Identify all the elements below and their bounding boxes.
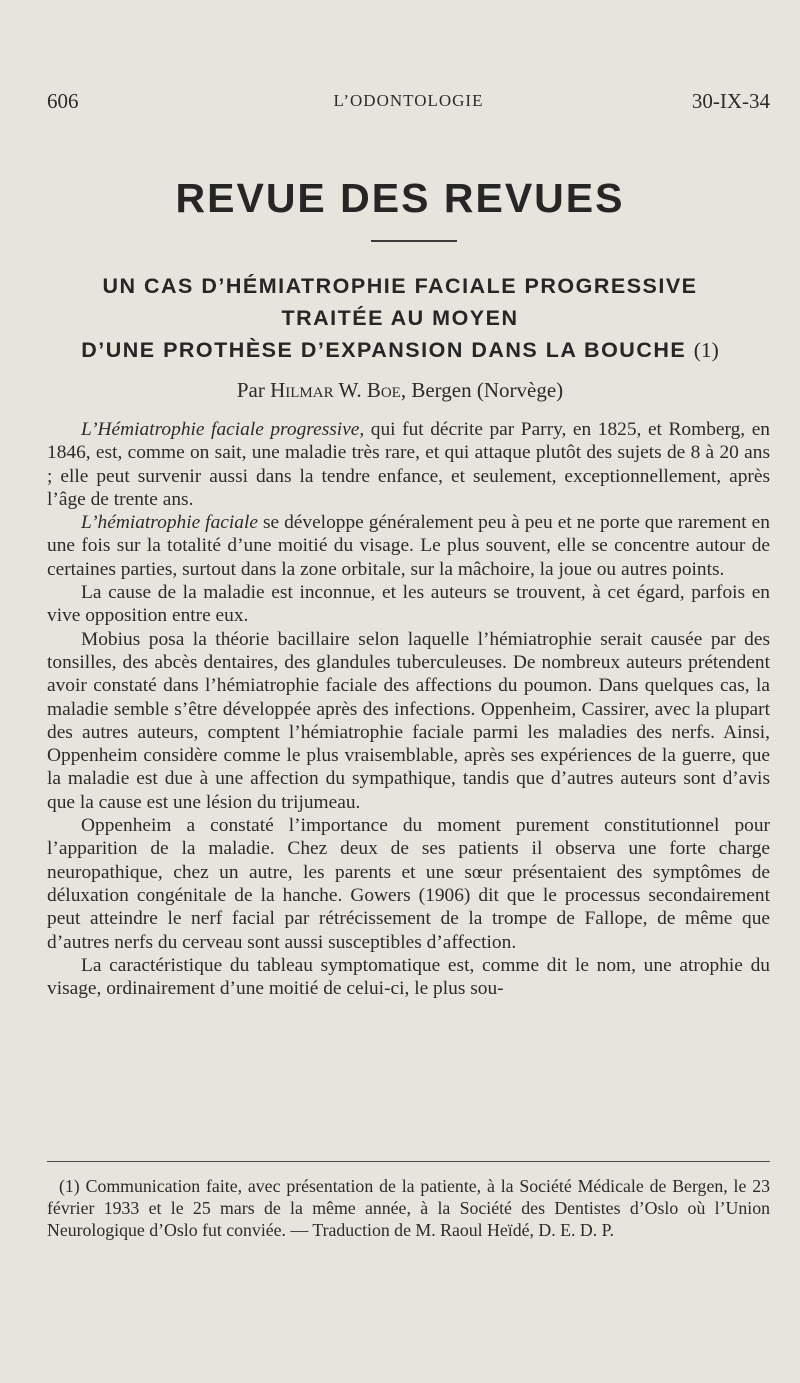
paragraph-4: Mobius posa la théorie bacillaire selon laquelle l’hémiatrophie serait causée par des tonsilles, des abcès dentaires, des glandules tuberculeuses. De nombreux auteurs prétendent avoir constaté dans l’hémiatrophie faciale des affections du poumon. Dans quelques cas, la maladie semble s’être développée après des infections. Oppenheim, Cassirer, avec la plupart des autres auteurs, comptent l’hémiatrophie faciale parmi les maladies des nerfs. Ainsi, Oppenheim considère comme le plus vraisemblable, après ses expériences de la guerre, que la maladie est due à une affection du sympathique, tandis que d’autres auteurs sont d’avis que la cause est une lésion du trijumeau. — [47, 628, 770, 813]
byline — [0, 378, 800, 403]
byline-place: , Bergen (Norvège) — [400, 378, 564, 402]
author-name: Hilmar W. Boe — [270, 378, 401, 402]
paragraph-text: se développe généralement peu à peu et ne porte que rarement en une fois sur la totalité d’une moitié du visage. Le plus souvent, elle se concentre autour de certaines parties, surtout dans la zone orbitale, sur la mâchoire, la joue ou autres points. — [47, 512, 770, 580]
title-divider — [371, 240, 457, 242]
running-head — [47, 89, 770, 119]
byline-prefix: Par — [236, 378, 265, 402]
italic-term: L’hémiatrophie faciale — [81, 512, 258, 534]
paragraph-6: La caractéristique du tableau symptomatique est, comme dit le nom, une atrophie du visage, ordinairement d’une moitié de celui-ci, le plus sou- — [47, 954, 770, 1000]
journal-name: L’ODONTOLOGIE — [333, 91, 484, 110]
paragraph-1 — [47, 418, 770, 511]
footnote-marker: (1) — [693, 338, 719, 362]
paragraph-2 — [47, 511, 770, 581]
paragraph-3: La cause de la maladie est inconnue, et les auteurs se trouvent, à cet égard, parfois en vive opposition entre eux. — [47, 582, 770, 627]
section-title: REVUE DES REVUES — [175, 175, 625, 221]
title-line-3 — [40, 334, 760, 366]
paragraph-text: qui fut décrite par Parry, en 1825, et Romberg, en 1846, est, comme on sait, une maladie très rare, et qui attaque plutôt des sujets de 8 à 20 ans ; elle peut survenir aussi dans la tendre enfance, et seulement, exceptionnellement, après l’âge de trente ans. — [47, 419, 770, 510]
article-title — [40, 270, 760, 366]
footnote-divider — [47, 1161, 770, 1162]
title-line-1: UN CAS D’HÉMIATROPHIE FACIALE PROGRESSIVE — [102, 274, 698, 298]
paragraph-5: Oppenheim a constaté l’importance du moment purement constitutionnel pour l’apparition de la maladie. Chez deux de ses patients il observa une forte charge neuropathique, chez un autre, les parents et une sœur présentaient des symptômes de déluxation congénitale de la hanche. Gowers (1906) dit que le processus secondairement peut atteindre le nerf facial par rétrécissement de la trompe de Fallope, de même que d’autres nerfs du cerveau sont aussi susceptibles d’affection. — [47, 815, 770, 953]
article-body — [47, 418, 770, 1000]
footnote: (1) Communication faite, avec présentation de la patiente, à la Société Médicale de Bergen, le 23 février 1933 et le 25 mars de la même année, à la Société des Dentistes d’Oslo où l’Union Neurologique d’Oslo fut conviée. — Traduction de M. Raoul Heïdé, D. E. D. P. — [47, 1176, 770, 1240]
italic-term: L’Hémiatrophie faciale progressive, — [81, 419, 365, 440]
title-line-3-text: D’UNE PROTHÈSE D’EXPANSION DANS LA BOUCHE — [81, 338, 687, 362]
issue-date: 30-IX-34 — [691, 89, 770, 113]
title-line-2: TRAITÉE AU MOYEN — [281, 306, 519, 330]
page-number: 606 — [47, 89, 79, 113]
